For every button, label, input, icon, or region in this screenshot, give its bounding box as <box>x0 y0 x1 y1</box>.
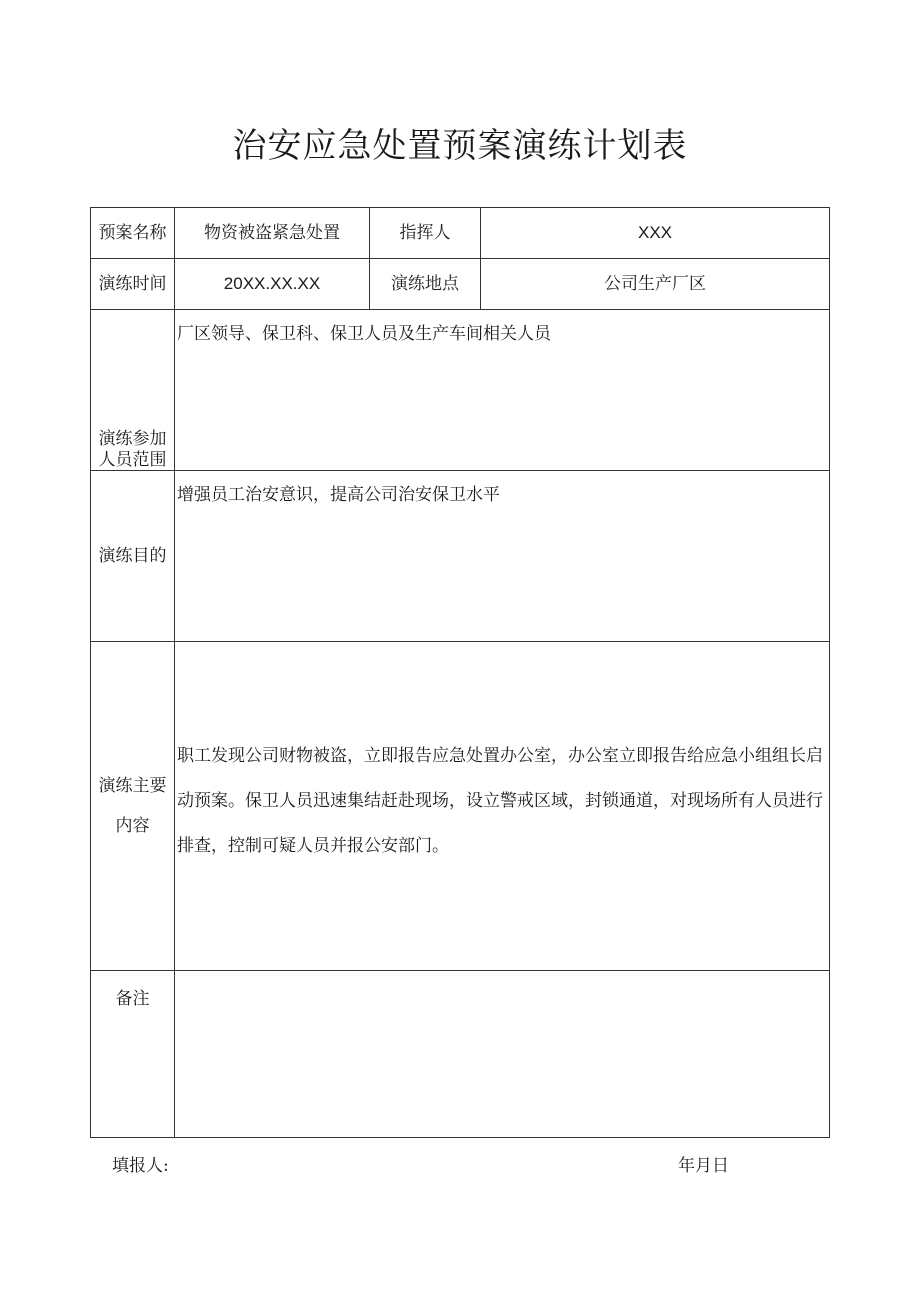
participants-label-line2: 人员范围 <box>98 449 167 470</box>
table-row-plan-name <box>91 208 830 259</box>
table-row-participants <box>91 310 830 471</box>
participants-label <box>91 310 175 471</box>
plan-table <box>90 207 830 1138</box>
time-value: 20XX.XX.XX <box>175 259 370 310</box>
page-title: 治安应急处置预案演练计划表 <box>232 126 688 166</box>
content-value <box>175 642 830 971</box>
content-label <box>91 642 175 971</box>
commander-value: XXX <box>481 208 830 259</box>
plan-name-value: 物资被盗紧急处置 <box>175 208 370 259</box>
remarks-value <box>175 971 830 1138</box>
location-value: 公司生产厂区 <box>481 259 830 310</box>
date-label: 年月日 <box>678 1156 729 1176</box>
commander-label: 指挥人 <box>370 208 481 259</box>
participants-value: 厂区领导、保卫科、保卫人员及生产车间相关人员 <box>175 310 830 471</box>
filler-label: 填报人: <box>112 1156 169 1176</box>
table-row-remarks <box>91 971 830 1138</box>
remarks-label: 备注 <box>91 971 175 1138</box>
content-label-line2: 内容 <box>115 816 150 836</box>
content-label-line1: 演练主要 <box>98 776 167 796</box>
plan-name-label: 预案名称 <box>91 208 175 259</box>
purpose-label: 演练目的 <box>91 471 175 642</box>
time-label: 演练时间 <box>91 259 175 310</box>
purpose-value: 增强员工治安意识，提高公司治安保卫水平 <box>175 471 830 642</box>
table-row-content <box>91 642 830 971</box>
table-row-purpose <box>91 471 830 642</box>
participants-label-line1: 演练参加 <box>98 429 167 450</box>
location-label: 演练地点 <box>370 259 481 310</box>
content-value-text: 职工发现公司财物被盗，立即报告应急处置办公室，办公室立即报告给应急小组组长启动预案。保卫人员迅速集结赶赴现场，设立警戒区域，封锁通道，对现场所有人员进行排查，控制可疑人员并报公安部门。 <box>177 745 823 856</box>
table-row-time <box>91 259 830 310</box>
